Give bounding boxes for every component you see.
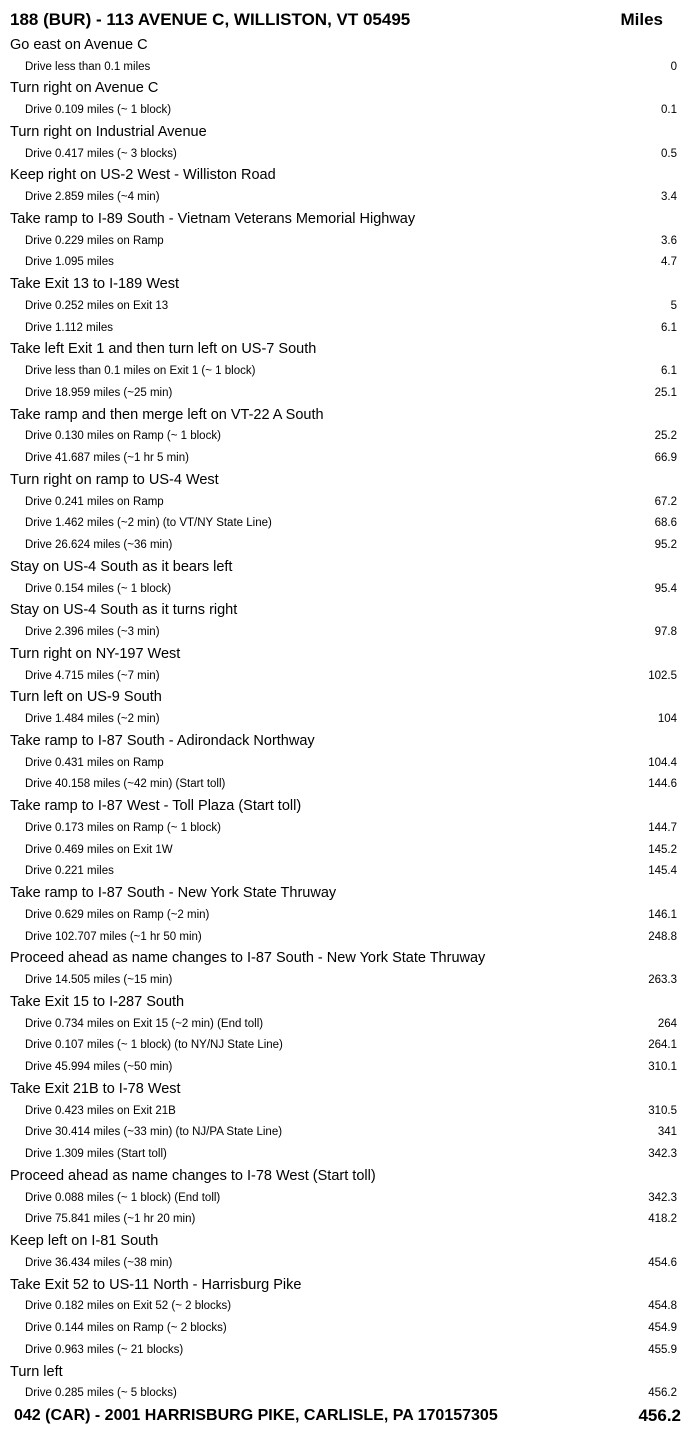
step-instruction: Proceed ahead as name changes to I-87 South - New York State Thruway: [10, 950, 486, 967]
direction-step: [0, 1078, 693, 1100]
origin-address: 188 (BUR) - 113 AVENUE C, WILLISTON, VT 05495: [10, 10, 411, 29]
step-instruction: Turn right on Avenue C: [10, 80, 159, 97]
direction-step: [0, 1165, 693, 1187]
direction-step: [0, 600, 693, 622]
drive-detail: Drive 1.112 miles: [25, 321, 113, 334]
drive-detail: Drive 102.707 miles (~1 hr 50 min): [25, 930, 202, 943]
cumulative-miles: 456.2: [648, 1387, 677, 1400]
step-instruction: Take ramp and then merge left on VT-22 A South: [10, 406, 324, 423]
step-instruction: Take ramp to I-87 West - Toll Plaza (Start toll): [10, 798, 302, 815]
cumulative-miles: 0.5: [661, 147, 677, 160]
drive-detail: Drive 30.414 miles (~33 min) (to NJ/PA State Line): [25, 1126, 283, 1139]
cumulative-miles: 6.1: [661, 321, 677, 334]
cumulative-miles: 144.6: [648, 778, 677, 791]
direction-step: [0, 78, 693, 100]
drive-detail: Drive 0.182 miles on Exit 52 (~ 2 blocks): [25, 1300, 232, 1313]
step-instruction: Turn right on NY-197 West: [10, 645, 181, 662]
cumulative-miles: 4.7: [661, 256, 677, 269]
cumulative-miles: 264.1: [648, 1039, 677, 1052]
drive-segment: [0, 621, 693, 643]
cumulative-miles: 145.4: [648, 865, 677, 878]
miles-column-label: Miles: [620, 10, 663, 29]
drive-segment: [0, 143, 693, 165]
drive-detail: Drive 0.431 miles on Ramp: [25, 756, 164, 769]
cumulative-miles: 5: [670, 299, 677, 312]
drive-segment: [0, 1252, 693, 1274]
direction-step: [0, 643, 693, 665]
drive-segment: [0, 708, 693, 730]
direction-step: [0, 469, 693, 491]
route-header: [10, 8, 685, 32]
direction-step: [0, 730, 693, 752]
direction-step: [0, 208, 693, 230]
cumulative-miles: 102.5: [648, 669, 677, 682]
drive-detail: Drive 41.687 miles (~1 hr 5 min): [25, 452, 189, 465]
cumulative-miles: 454.6: [648, 1256, 677, 1269]
step-instruction: Turn left on US-9 South: [10, 689, 162, 706]
direction-step: [0, 404, 693, 426]
drive-segment: [0, 1013, 693, 1035]
step-instruction: Take ramp to I-87 South - New York State Thruway: [10, 885, 337, 902]
drive-segment: [0, 1317, 693, 1339]
drive-detail: Drive 0.734 miles on Exit 15 (~2 min) (End toll): [25, 1017, 264, 1030]
cumulative-miles: 341: [657, 1126, 677, 1139]
cumulative-miles: 25.2: [654, 430, 677, 443]
drive-detail: Drive less than 0.1 miles: [25, 60, 151, 73]
drive-segment: [0, 1035, 693, 1057]
drive-detail: Drive 0.107 miles (~ 1 block) (to NY/NJ State Line): [25, 1039, 283, 1052]
direction-step: [0, 556, 693, 578]
drive-detail: Drive 0.423 miles on Exit 21B: [25, 1104, 176, 1117]
drive-segment: [0, 1143, 693, 1165]
cumulative-miles: 95.2: [654, 539, 677, 552]
cumulative-miles: 454.8: [648, 1300, 677, 1313]
step-instruction: Stay on US-4 South as it bears left: [10, 558, 233, 575]
step-instruction: Take Exit 21B to I-78 West: [10, 1080, 181, 1097]
drive-segment: [0, 839, 693, 861]
drive-detail: Drive 0.144 miles on Ramp (~ 2 blocks): [25, 1322, 227, 1335]
step-instruction: Take Exit 52 to US-11 North - Harrisburg Pike: [10, 1276, 302, 1293]
drive-detail: Drive 0.963 miles (~ 21 blocks): [25, 1343, 184, 1356]
drive-segment: [0, 534, 693, 556]
drive-segment: [0, 969, 693, 991]
directions-list: [0, 34, 693, 1404]
cumulative-miles: 104: [657, 713, 677, 726]
drive-detail: Drive 0.252 miles on Exit 13: [25, 299, 169, 312]
step-instruction: Keep left on I-81 South: [10, 1233, 159, 1250]
direction-step: [0, 1230, 693, 1252]
drive-segment: [0, 491, 693, 513]
direction-step: [0, 339, 693, 361]
drive-detail: Drive 2.396 miles (~3 min): [25, 626, 160, 639]
step-instruction: Stay on US-4 South as it turns right: [10, 602, 238, 619]
drive-detail: Drive 0.229 miles on Ramp: [25, 234, 164, 247]
drive-detail: Drive 14.505 miles (~15 min): [25, 974, 173, 987]
drive-segment: [0, 861, 693, 883]
drive-detail: Drive 1.309 miles (Start toll): [25, 1148, 167, 1161]
drive-detail: Drive 1.484 miles (~2 min): [25, 713, 160, 726]
drive-segment: [0, 56, 693, 78]
drive-segment: [0, 99, 693, 121]
cumulative-miles: 3.4: [661, 191, 677, 204]
cumulative-miles: 6.1: [661, 365, 677, 378]
cumulative-miles: 342.3: [648, 1148, 677, 1161]
cumulative-miles: 0.1: [661, 104, 677, 117]
cumulative-miles: 310.1: [648, 1061, 677, 1074]
direction-step: [0, 1274, 693, 1296]
drive-detail: Drive 0.154 miles (~ 1 block): [25, 582, 172, 595]
drive-segment: [0, 230, 693, 252]
direction-step: [0, 882, 693, 904]
step-instruction: Take Exit 13 to I-189 West: [10, 276, 179, 293]
total-miles: 456.2: [638, 1406, 681, 1425]
drive-segment: [0, 1296, 693, 1318]
drive-segment: [0, 447, 693, 469]
drive-detail: Drive 18.959 miles (~25 min): [25, 386, 173, 399]
step-instruction: Take ramp to I-89 South - Vietnam Veterans Memorial Highway: [10, 210, 416, 227]
step-instruction: Take left Exit 1 and then turn left on US-7 South: [10, 341, 317, 358]
cumulative-miles: 248.8: [648, 930, 677, 943]
step-instruction: Turn left: [10, 1363, 63, 1380]
cumulative-miles: 104.4: [648, 756, 677, 769]
direction-step: [0, 273, 693, 295]
cumulative-miles: 68.6: [654, 517, 677, 530]
direction-step: [0, 165, 693, 187]
cumulative-miles: 146.1: [648, 908, 677, 921]
drive-detail: Drive less than 0.1 miles on Exit 1 (~ 1 block): [25, 365, 256, 378]
drive-detail: Drive 2.859 miles (~4 min): [25, 191, 160, 204]
drive-segment: [0, 926, 693, 948]
drive-segment: [0, 317, 693, 339]
drive-segment: [0, 382, 693, 404]
drive-detail: Drive 1.462 miles (~2 min) (to VT/NY State Line): [25, 517, 272, 530]
cumulative-miles: 455.9: [648, 1343, 677, 1356]
drive-segment: [0, 252, 693, 274]
drive-segment: [0, 817, 693, 839]
step-instruction: Take Exit 15 to I-287 South: [10, 993, 185, 1010]
drive-detail: Drive 40.158 miles (~42 min) (Start toll): [25, 778, 226, 791]
direction-step: [0, 948, 693, 970]
cumulative-miles: 454.9: [648, 1322, 677, 1335]
direction-step: [0, 121, 693, 143]
drive-segment: [0, 295, 693, 317]
drive-segment: [0, 904, 693, 926]
drive-segment: [0, 752, 693, 774]
drive-segment: [0, 578, 693, 600]
direction-step: [0, 687, 693, 709]
drive-segment: [0, 665, 693, 687]
drive-detail: Drive 0.173 miles on Ramp (~ 1 block): [25, 821, 221, 834]
step-instruction: Proceed ahead as name changes to I-78 West (Start toll): [10, 1167, 376, 1184]
cumulative-miles: 263.3: [648, 974, 677, 987]
drive-detail: Drive 0.469 miles on Exit 1W: [25, 843, 173, 856]
drive-detail: Drive 45.994 miles (~50 min): [25, 1061, 173, 1074]
drive-detail: Drive 1.095 miles: [25, 256, 114, 269]
cumulative-miles: 97.8: [654, 626, 677, 639]
drive-segment: [0, 1383, 693, 1405]
cumulative-miles: 145.2: [648, 843, 677, 856]
direction-step: [0, 991, 693, 1013]
drive-detail: Drive 0.241 miles on Ramp: [25, 495, 164, 508]
cumulative-miles: 418.2: [648, 1213, 677, 1226]
drive-detail: Drive 75.841 miles (~1 hr 20 min): [25, 1213, 196, 1226]
step-instruction: Turn right on Industrial Avenue: [10, 123, 207, 140]
drive-detail: Drive 26.624 miles (~36 min): [25, 539, 173, 552]
drive-segment: [0, 426, 693, 448]
drive-segment: [0, 1187, 693, 1209]
step-instruction: Turn right on ramp to US-4 West: [10, 471, 219, 488]
drive-segment: [0, 186, 693, 208]
drive-detail: Drive 0.088 miles (~ 1 block) (End toll): [25, 1191, 221, 1204]
drive-detail: Drive 0.417 miles (~ 3 blocks): [25, 147, 177, 160]
cumulative-miles: 95.4: [654, 582, 677, 595]
cumulative-miles: 342.3: [648, 1191, 677, 1204]
cumulative-miles: 264: [657, 1017, 677, 1030]
drive-segment: [0, 1100, 693, 1122]
drive-segment: [0, 774, 693, 796]
cumulative-miles: 25.1: [654, 386, 677, 399]
cumulative-miles: 66.9: [654, 452, 677, 465]
drive-detail: Drive 0.130 miles on Ramp (~ 1 block): [25, 430, 221, 443]
destination-address: 042 (CAR) - 2001 HARRISBURG PIKE, CARLISLE, PA 170157305: [14, 1407, 498, 1424]
cumulative-miles: 0: [670, 60, 677, 73]
cumulative-miles: 67.2: [654, 495, 677, 508]
route-footer: [14, 1404, 685, 1428]
step-instruction: Go east on Avenue C: [10, 36, 148, 53]
direction-step: [0, 34, 693, 56]
cumulative-miles: 310.5: [648, 1104, 677, 1117]
cumulative-miles: 144.7: [648, 821, 677, 834]
direction-step: [0, 795, 693, 817]
drive-detail: Drive 0.109 miles (~ 1 block): [25, 104, 172, 117]
drive-segment: [0, 1339, 693, 1361]
drive-segment: [0, 1209, 693, 1231]
drive-detail: Drive 0.221 miles: [25, 865, 114, 878]
drive-segment: [0, 513, 693, 535]
step-instruction: Keep right on US-2 West - Williston Road: [10, 167, 276, 184]
drive-segment: [0, 360, 693, 382]
drive-detail: Drive 0.629 miles on Ramp (~2 min): [25, 908, 210, 921]
step-instruction: Take ramp to I-87 South - Adirondack Northway: [10, 732, 315, 749]
drive-detail: Drive 36.434 miles (~38 min): [25, 1256, 173, 1269]
drive-detail: Drive 0.285 miles (~ 5 blocks): [25, 1387, 177, 1400]
drive-segment: [0, 1122, 693, 1144]
drive-detail: Drive 4.715 miles (~7 min): [25, 669, 160, 682]
drive-segment: [0, 1056, 693, 1078]
direction-step: [0, 1361, 693, 1383]
cumulative-miles: 3.6: [661, 234, 677, 247]
